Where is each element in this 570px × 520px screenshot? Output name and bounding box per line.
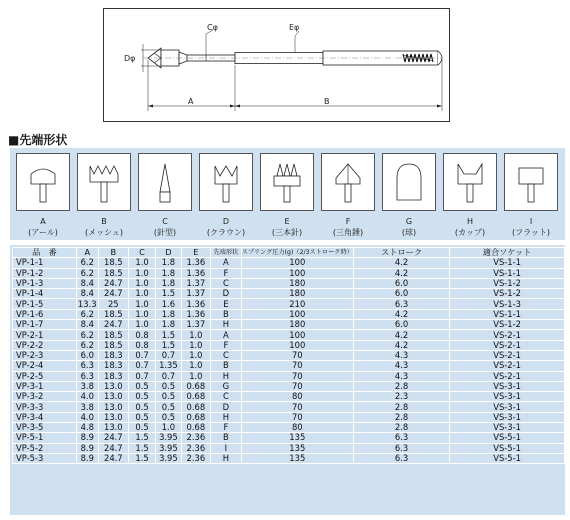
cell-part: VP-1-2: [13, 268, 77, 278]
cell-part: VP-5-2: [13, 443, 77, 453]
table-row: [13, 433, 565, 443]
table-row: [13, 340, 565, 350]
cell-b: 18.3: [98, 371, 128, 381]
cell-d: 1.8: [156, 309, 182, 319]
tip-g-letter: G: [405, 217, 413, 226]
cell-socket: VS-1-1: [450, 309, 565, 319]
cell-d: 1.8: [156, 268, 182, 278]
tip-h-shape: [444, 154, 496, 210]
cell-spring: 100: [241, 340, 353, 350]
cell-socket: VS-1-3: [450, 299, 565, 309]
tip-b-letter: B: [101, 217, 107, 226]
cell-spring: 135: [241, 453, 353, 463]
dim-a-label: A: [188, 97, 194, 106]
tip-g-shape: [383, 154, 435, 210]
cell-b: 18.3: [98, 350, 128, 360]
cell-tip: I: [211, 443, 242, 453]
cell-b: 18.3: [98, 361, 128, 371]
cell-spring: 70: [241, 350, 353, 360]
cell-socket: VS-5-1: [450, 453, 565, 463]
cell-a: 3.8: [76, 402, 98, 412]
cell-c: 0.5: [128, 412, 155, 422]
cell-a: 4.8: [76, 423, 98, 433]
cell-tip: F: [211, 340, 242, 350]
tip-f-letter: F: [345, 217, 351, 226]
cell-tip: C: [211, 350, 242, 360]
cell-a: 8.9: [76, 433, 98, 443]
cell-e: 1.0: [181, 340, 210, 350]
table-row: [13, 258, 565, 268]
tip-b: [77, 153, 131, 238]
cell-a: 8.4: [76, 289, 98, 299]
tip-b-shape: [78, 154, 130, 210]
tip-a-letter: A: [40, 217, 46, 226]
cell-tip: B: [211, 433, 242, 443]
dim-d-label: Dφ: [124, 54, 136, 63]
cell-stroke: 2.8: [353, 381, 449, 391]
cell-socket: VS-3-1: [450, 381, 565, 391]
cell-a: 8.9: [76, 453, 98, 463]
cell-a: 8.4: [76, 278, 98, 288]
cell-tip: C: [211, 278, 242, 288]
cell-b: 18.5: [98, 268, 128, 278]
cell-b: 24.7: [98, 289, 128, 299]
table-header-row: [13, 248, 565, 258]
table-row: [13, 381, 565, 391]
cell-spring: 180: [241, 278, 353, 288]
cell-stroke: 6.0: [353, 320, 449, 330]
cell-socket: VS-5-1: [450, 433, 565, 443]
cell-d: 3.95: [156, 453, 182, 463]
cell-part: VP-3-1: [13, 381, 77, 391]
cell-b: 13.0: [98, 381, 128, 391]
cell-stroke: 4.2: [353, 268, 449, 278]
cell-tip: A: [211, 330, 242, 340]
cell-part: VP-5-3: [13, 453, 77, 463]
cell-a: 13.3: [77, 298, 97, 309]
cell-socket: VS-1-2: [450, 320, 565, 330]
tip-c: [138, 153, 192, 238]
cell-e: 1.0: [181, 350, 210, 360]
table-row: [13, 320, 565, 330]
tip-a-name: (アール): [28, 228, 58, 237]
tip-g-name: (球): [401, 228, 417, 237]
cell-socket: VS-1-2: [450, 289, 565, 299]
cell-part: VP-2-1: [13, 330, 77, 340]
cell-stroke: 2.3: [353, 392, 449, 402]
cell-tip: B: [211, 361, 242, 371]
cell-e: 1.37: [181, 278, 210, 288]
cell-d: 1.5: [156, 330, 182, 340]
cell-a: 6.2: [76, 268, 98, 278]
col-header-tip: 先端形状: [211, 248, 242, 258]
cell-stroke: 4.3: [353, 361, 449, 371]
cell-socket: VS-2-1: [450, 340, 565, 350]
tip-d-letter: D: [222, 217, 230, 226]
cell-a: 6.0: [76, 350, 98, 360]
cell-tip: H: [211, 320, 242, 330]
tip-h-letter: H: [466, 217, 473, 226]
cell-a: 6.2: [76, 340, 98, 350]
cell-stroke: 4.2: [353, 309, 449, 319]
dim-c-label: Cφ: [207, 23, 218, 32]
cell-tip: A: [211, 258, 242, 268]
tip-e-shape: [261, 154, 313, 210]
cell-c: 1.0: [128, 278, 155, 288]
table-row: [13, 309, 565, 319]
tip-i: [504, 153, 558, 238]
cell-part: VP-3-4: [13, 412, 77, 422]
cell-stroke: 6.3: [353, 299, 449, 309]
cell-socket: VS-1-1: [450, 258, 565, 268]
section-title: ■先端形状: [8, 133, 68, 147]
cell-spring: 135: [241, 433, 353, 443]
cell-d: 1.0: [156, 423, 182, 433]
tip-shapes-panel: [10, 148, 565, 240]
cell-spring: 100: [241, 258, 353, 268]
cell-stroke: 4.3: [353, 350, 449, 360]
cell-part: VP-3-2: [13, 392, 77, 402]
cell-spring: 70: [241, 412, 353, 422]
tip-b-name: (メッシュ): [84, 228, 124, 237]
cell-b: 18.5: [98, 258, 128, 268]
cell-part: VP-3-3: [13, 402, 77, 412]
tip-d-shape: [200, 154, 252, 210]
cell-e: 0.68: [181, 412, 210, 422]
table-row: [13, 423, 565, 433]
table-row: [13, 402, 565, 412]
probe-drawing: [103, 8, 450, 122]
cell-e: 1.0: [181, 371, 210, 381]
cell-stroke: 4.2: [353, 330, 449, 340]
tip-h: [443, 153, 497, 238]
cell-part: VP-1-5: [13, 299, 77, 309]
cell-spring: 210: [241, 299, 353, 309]
cell-a: 6.3: [76, 371, 98, 381]
cell-e: 1.36: [181, 309, 210, 319]
cell-e: 1.0: [181, 361, 210, 371]
cell-tip: F: [211, 268, 242, 278]
cell-stroke: 2.8: [353, 423, 449, 433]
tip-c-letter: C: [162, 217, 168, 226]
cell-b: 24.7: [98, 443, 128, 453]
cell-tip: B: [211, 309, 242, 319]
cell-e: 1.0: [181, 330, 210, 340]
cell-d: 0.5: [156, 381, 182, 391]
cell-b: 24.7: [98, 320, 128, 330]
cell-c: 1.0: [128, 320, 155, 330]
cell-tip: H: [211, 412, 242, 422]
cell-part: VP-1-3: [13, 278, 77, 288]
cell-stroke: 2.8: [353, 402, 449, 412]
cell-b: 24.7: [98, 433, 128, 443]
cell-socket: VS-3-1: [450, 392, 565, 402]
cell-d: 3.95: [156, 443, 182, 453]
probe-dimension-diagram: [103, 8, 450, 122]
cell-d: 0.7: [156, 350, 182, 360]
cell-stroke: 6.3: [353, 453, 449, 463]
cell-b: 25: [98, 299, 128, 309]
cell-tip: E: [211, 299, 242, 309]
cell-part: VP-2-5: [13, 371, 77, 381]
cell-c: 1.5: [128, 453, 155, 463]
cell-spring: 70: [241, 381, 353, 391]
cell-b: 13.0: [98, 402, 128, 412]
cell-c: 0.7: [128, 350, 155, 360]
spec-table-panel: [10, 245, 565, 515]
cell-d: 1.5: [156, 340, 182, 350]
cell-spring: 80: [241, 423, 353, 433]
tip-f: [321, 153, 375, 238]
table-row: [13, 299, 565, 309]
cell-e: 0.68: [181, 423, 210, 433]
cell-stroke: 4.2: [353, 340, 449, 350]
tip-i-shape: [505, 154, 557, 210]
cell-tip: H: [211, 453, 242, 463]
cell-c: 1.0: [128, 258, 155, 268]
cell-e: 2.36: [181, 453, 210, 463]
cell-d: 1.35: [156, 361, 182, 371]
cell-c: 0.8: [128, 330, 155, 340]
cell-tip: D: [211, 289, 242, 299]
cell-c: 0.7: [128, 371, 155, 381]
cell-spring: 135: [241, 443, 353, 453]
cell-part: VP-1-4: [13, 289, 77, 299]
dim-e-label: Eφ: [289, 23, 300, 32]
cell-stroke: 6.3: [353, 433, 449, 443]
cell-part: VP-1-1: [13, 258, 77, 268]
cell-socket: VS-5-1: [450, 443, 565, 453]
cell-c: 0.5: [128, 392, 155, 402]
cell-b: 13.0: [98, 412, 128, 422]
cell-e: 1.36: [181, 268, 210, 278]
cell-e: 0.68: [181, 392, 210, 402]
cell-e: 1.36: [181, 258, 210, 268]
table-row: [13, 350, 565, 360]
table-row: [13, 443, 565, 453]
cell-spring: 100: [241, 330, 353, 340]
cell-part: VP-2-4: [13, 361, 77, 371]
cell-d: 0.5: [156, 402, 182, 412]
table-row: [13, 453, 565, 463]
col-header-socket: 適合ソケット: [450, 248, 565, 258]
tip-a-shape: [17, 154, 69, 210]
cell-spring: 70: [241, 361, 353, 371]
cell-stroke: 4.2: [353, 258, 449, 268]
tip-e-name: (三本針): [271, 228, 303, 237]
cell-b: 24.7: [98, 453, 128, 463]
cell-stroke: 6.0: [353, 278, 449, 288]
cell-c: 1.5: [128, 433, 155, 443]
cell-spring: 70: [241, 402, 353, 412]
cell-a: 6.3: [76, 361, 98, 371]
cell-c: 1.0: [128, 309, 155, 319]
cell-c: 0.8: [128, 340, 155, 350]
col-header-c: C: [128, 248, 155, 258]
cell-a: 3.8: [76, 381, 98, 391]
cell-b: 18.5: [98, 330, 128, 340]
cell-socket: VS-3-1: [450, 412, 565, 422]
table-row: [13, 289, 565, 299]
cell-part: VP-5-1: [13, 433, 77, 443]
cell-socket: VS-3-1: [450, 402, 565, 412]
cell-part: VP-3-5: [13, 423, 77, 433]
cell-a: 8.4: [76, 320, 98, 330]
col-header-spring: スプリング圧力(g)（2/3ストローク時）: [241, 249, 353, 257]
col-header-stroke: ストローク: [353, 248, 449, 258]
cell-c: 1.0: [128, 268, 155, 278]
cell-c: 1.5: [128, 443, 155, 453]
tip-d: [199, 153, 253, 238]
tip-d-name: (クラウン): [206, 228, 246, 237]
cell-a: 4.0: [76, 412, 98, 422]
cell-e: 2.36: [181, 443, 210, 453]
tip-a: [16, 153, 70, 238]
cell-d: 3.95: [156, 433, 182, 443]
cell-socket: VS-1-1: [450, 268, 565, 278]
cell-c: 1.0: [128, 289, 155, 299]
cell-stroke: 6.0: [353, 289, 449, 299]
table-row: [13, 330, 565, 340]
table-body: [13, 258, 565, 464]
spec-table: [12, 247, 565, 464]
cell-c: 0.7: [128, 361, 155, 371]
col-header-b: B: [98, 248, 128, 258]
cell-tip: D: [211, 402, 242, 412]
cell-spring: 100: [241, 309, 353, 319]
table-row: [13, 371, 565, 381]
cell-b: 18.5: [98, 309, 128, 319]
cell-spring: 100: [241, 268, 353, 278]
cell-spring: 80: [241, 392, 353, 402]
cell-a: 4.0: [76, 392, 98, 402]
dim-b-label: B: [324, 97, 330, 106]
cell-d: 1.8: [156, 278, 182, 288]
cell-d: 1.5: [156, 289, 182, 299]
cell-a: 6.2: [76, 309, 98, 319]
cell-stroke: 4.3: [353, 371, 449, 381]
cell-e: 1.37: [181, 289, 210, 299]
cell-c: 1.0: [128, 299, 155, 309]
table-row: [13, 361, 565, 371]
tip-i-letter: I: [529, 217, 533, 226]
cell-a: 6.2: [76, 258, 98, 268]
cell-e: 1.36: [181, 299, 210, 309]
table-row: [13, 412, 565, 422]
col-header-d: D: [156, 248, 182, 258]
tip-f-shape: [322, 154, 374, 210]
cell-stroke: 6.3: [353, 443, 449, 453]
cell-b: 24.7: [98, 278, 128, 288]
cell-a: 6.2: [76, 330, 98, 340]
cell-part: VP-1-7: [13, 320, 77, 330]
table-row: [13, 278, 565, 288]
cell-b: 13.0: [98, 423, 128, 433]
cell-d: 0.5: [156, 412, 182, 422]
cell-d: 1.8: [156, 320, 182, 330]
cell-c: 0.5: [128, 402, 155, 412]
cell-c: 0.5: [128, 381, 155, 391]
cell-tip: G: [211, 381, 242, 391]
cell-spring: 180: [241, 320, 353, 330]
tip-g: [382, 153, 436, 238]
cell-part: VP-1-6: [13, 309, 77, 319]
cell-a: 8.9: [76, 443, 98, 453]
cell-c: 0.5: [128, 423, 155, 433]
cell-e: 0.68: [181, 381, 210, 391]
cell-socket: VS-3-1: [450, 423, 565, 433]
tip-h-name: (カップ): [454, 228, 486, 237]
col-header-part: 品 番: [13, 248, 77, 258]
cell-part: VP-2-3: [13, 350, 77, 360]
cell-d: 1.6: [156, 299, 182, 309]
cell-stroke: 2.8: [353, 412, 449, 422]
cell-e: 0.68: [181, 402, 210, 412]
table-row: [13, 392, 565, 402]
cell-socket: VS-1-2: [450, 278, 565, 288]
tip-c-shape: [139, 154, 191, 210]
cell-socket: VS-2-1: [450, 361, 565, 371]
table-row: [13, 268, 565, 278]
cell-part: VP-2-2: [13, 340, 77, 350]
cell-d: 0.7: [156, 371, 182, 381]
tip-e: [260, 153, 314, 238]
cell-e: 1.37: [181, 320, 210, 330]
col-header-a: A: [76, 248, 98, 258]
cell-socket: VS-2-1: [450, 330, 565, 340]
cell-tip: F: [211, 423, 242, 433]
cell-tip: H: [211, 371, 242, 381]
cell-tip: C: [211, 392, 242, 402]
cell-e: 2.36: [181, 433, 210, 443]
tip-f-name: (三角錘): [332, 228, 364, 237]
cell-socket: VS-2-1: [450, 371, 565, 381]
cell-spring: 180: [241, 289, 353, 299]
cell-d: 1.8: [156, 258, 182, 268]
cell-socket: VS-2-1: [450, 350, 565, 360]
cell-b: 13.0: [98, 392, 128, 402]
cell-spring: 70: [241, 371, 353, 381]
tip-i-name: (フラット): [511, 228, 551, 237]
cell-b: 18.5: [98, 340, 128, 350]
tip-e-letter: E: [284, 217, 290, 226]
col-header-e: E: [181, 248, 210, 258]
tip-c-name: (針型): [153, 228, 177, 237]
cell-d: 0.5: [156, 392, 182, 402]
